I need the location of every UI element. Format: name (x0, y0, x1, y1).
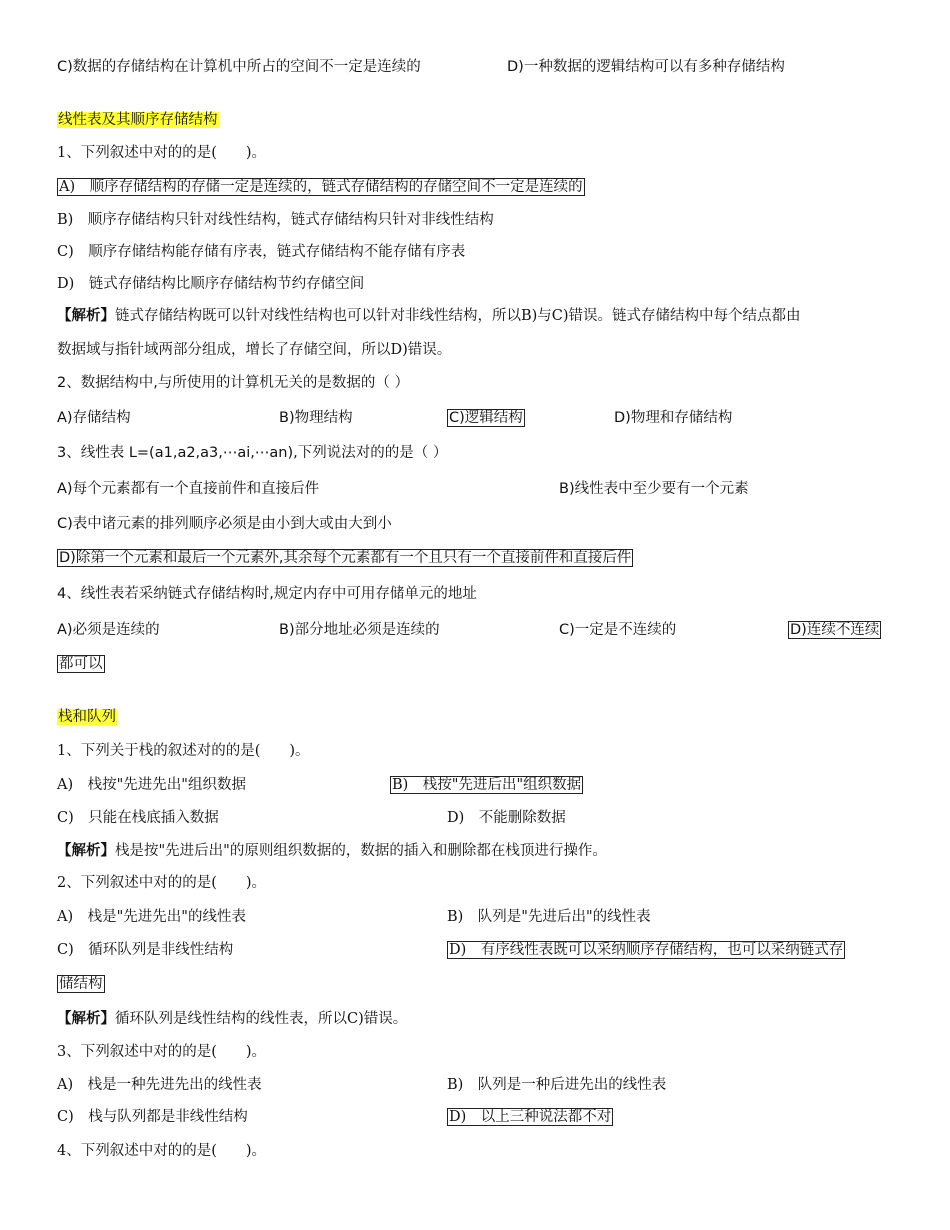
analysis-text: 链式存储结构既可以针对线性结构也可以针对非线性结构，所以B)与C)错误。链式存储结构中每个结点都由 (115, 308, 801, 324)
stem-text: 4、下列叙述中对的的是( )。 (57, 1143, 267, 1159)
option-a-answer (57, 177, 585, 197)
option-text: A) 栈是"先进先出"的线性表 (57, 909, 246, 925)
option-b (559, 479, 749, 499)
option-d-answer (57, 548, 633, 568)
option-text: C) 栈与队列都是非线性结构 (57, 1109, 248, 1125)
stem-text: 3、下列叙述中对的的是( )。 (57, 1044, 267, 1060)
stem-text: 4、线性表若采纳链式存储结构时,规定内存中可用存储单元的地址 (57, 586, 477, 602)
option-d (57, 274, 364, 294)
option-a (57, 1075, 262, 1095)
analysis-label: 【解析】 (57, 842, 115, 859)
option-c (57, 940, 233, 960)
analysis-label: 【解析】 (57, 307, 115, 324)
option-text: B)线性表中至少要有一个元素 (559, 481, 749, 497)
option-text: B) 队列是一种后进先出的线性表 (447, 1077, 667, 1093)
answer-box: C)逻辑结构 (449, 410, 523, 426)
option-c (57, 1107, 248, 1127)
option-d-answer-continued (57, 654, 105, 674)
option-text: A)存储结构 (57, 410, 131, 426)
option-d-answer (788, 620, 881, 640)
option-d-answer (447, 940, 845, 960)
option-d-answer-continued (57, 974, 105, 994)
option-a (57, 775, 246, 795)
option-text: C) 循环队列是非线性结构 (57, 942, 234, 958)
question-stem (57, 873, 266, 893)
option-text: A) 栈按"先进先出"组织数据 (57, 777, 246, 793)
option-text: B)物理结构 (279, 410, 353, 426)
stem-text: 1、下列叙述中对的的是( )。 (57, 145, 267, 161)
option-text: C) 只能在栈底插入数据 (57, 810, 219, 826)
option-c (57, 242, 465, 262)
section-title (57, 110, 219, 130)
option-d (447, 808, 566, 828)
option-text: D) 不能删除数据 (447, 810, 566, 826)
option-b (447, 1075, 666, 1095)
question-stem (57, 584, 477, 604)
question-stem (57, 373, 409, 393)
option-b (57, 210, 494, 230)
question-stem (57, 143, 266, 163)
analysis (57, 1009, 407, 1029)
stem-text: 2、数据结构中,与所使用的计算机无关的是数据的（ ） (57, 375, 409, 391)
option-a (57, 479, 319, 499)
analysis-continued (57, 340, 451, 360)
analysis-label: 【解析】 (57, 1010, 115, 1027)
option-text: D)物理和存储结构 (614, 410, 733, 426)
option-b (447, 907, 651, 927)
option-d-answer (447, 1107, 613, 1127)
option-text: D) 链式存储结构比顺序存储结构节约存储空间 (57, 276, 365, 292)
section-title-text: 栈和队列 (58, 709, 116, 725)
question-stem (57, 1141, 266, 1161)
option-text: D)一种数据的逻辑结构可以有多种存储结构 (507, 59, 785, 75)
answer-box: 都可以 (59, 656, 103, 672)
option-c (57, 57, 421, 77)
analysis (57, 841, 607, 861)
answer-box: D) 有序线性表既可以采纳顺序存储结构，也可以采纳链式存 (449, 942, 844, 958)
option-text: B)部分地址必须是连续的 (279, 622, 440, 638)
analysis (57, 306, 801, 326)
question-stem (57, 741, 310, 761)
option-b-answer (390, 775, 583, 795)
option-c (57, 514, 392, 534)
option-a (57, 408, 131, 428)
option-b (279, 620, 440, 640)
option-text: C) 顺序存储结构能存储有序表，链式存储结构不能存储有序表 (57, 244, 466, 260)
option-text: A) 栈是一种先进先出的线性表 (57, 1077, 262, 1093)
answer-box: 储结构 (59, 976, 103, 992)
analysis-text: 循环队列是线性结构的线性表，所以C)错误。 (115, 1011, 408, 1027)
option-text: B) 顺序存储结构只针对线性结构，链式存储结构只针对非线性结构 (57, 212, 494, 228)
option-b (279, 408, 353, 428)
option-a (57, 907, 246, 927)
section-title-text: 线性表及其顺序存储结构 (58, 112, 218, 128)
option-text: B) 队列是"先进后出"的线性表 (447, 909, 651, 925)
question-stem (57, 1042, 266, 1062)
stem-text: 3、线性表 L=(a1,a2,a3,⋯ai,⋯an),下列说法对的的是（ ） (57, 445, 448, 461)
option-text: A)必须是连续的 (57, 622, 160, 638)
answer-box: D) 以上三种说法都不对 (449, 1109, 612, 1125)
option-text: A)每个元素都有一个直接前件和直接后件 (57, 481, 320, 497)
option-c (57, 808, 219, 828)
option-text: C)表中诸元素的排列顺序必须是由小到大或由大到小 (57, 516, 392, 532)
stem-text: 2、下列叙述中对的的是( )。 (57, 875, 267, 891)
option-c-answer (447, 408, 525, 428)
section-title (57, 707, 117, 727)
analysis-text: 栈是按"先进后出"的原则组织数据的，数据的插入和删除都在栈顶进行操作。 (115, 843, 607, 859)
answer-box: B) 栈按"先进后出"组织数据 (392, 777, 582, 793)
analysis-text: 数据域与指针域两部分组成，增长了存储空间，所以D)错误。 (57, 342, 452, 358)
option-d (507, 57, 785, 77)
answer-box: D)连续不连续 (790, 622, 880, 638)
option-text: C)一定是不连续的 (559, 622, 677, 638)
option-a (57, 620, 160, 640)
answer-box: A) 顺序存储结构的存储一定是连续的，链式存储结构的存储空间不一定是连续的 (59, 179, 583, 195)
option-c (559, 620, 676, 640)
answer-box: D)除第一个元素和最后一个元素外,其余每个元素都有一个且只有一个直接前件和直接后件 (59, 550, 632, 566)
stem-text: 1、下列关于栈的叙述对的的是( )。 (57, 743, 310, 759)
question-stem (57, 443, 447, 463)
option-d (614, 408, 732, 428)
option-text: C)数据的存储结构在计算机中所占的空间不一定是连续的 (57, 59, 421, 75)
